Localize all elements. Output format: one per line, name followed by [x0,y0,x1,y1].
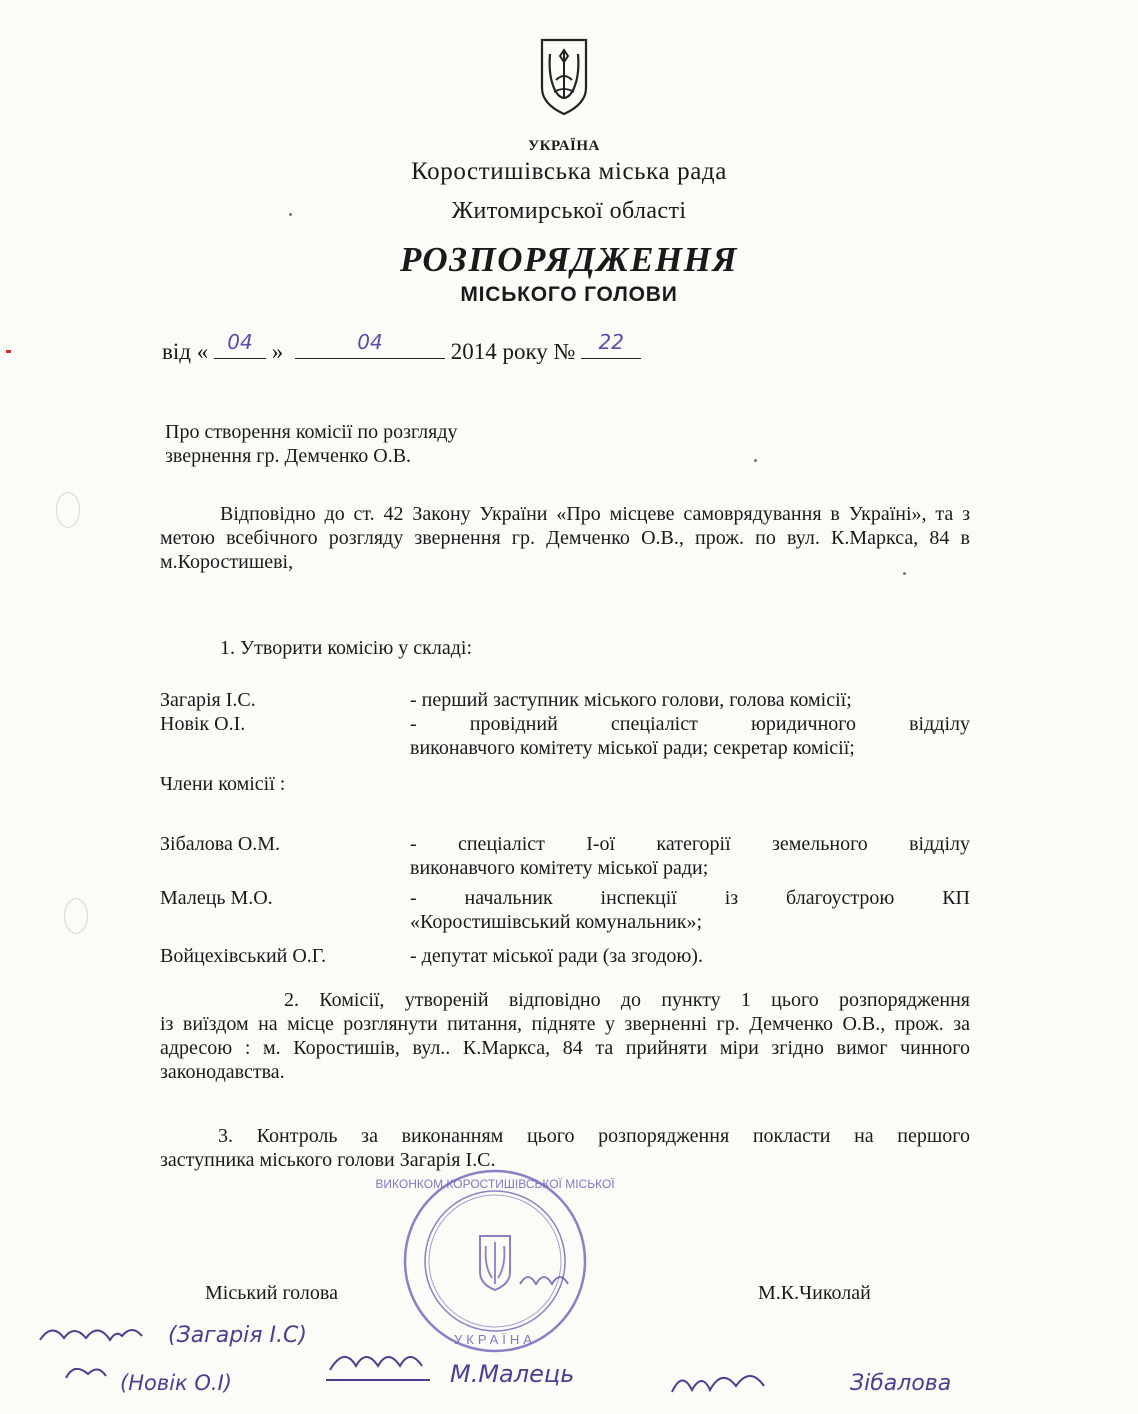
signer-title: Міський голова [205,1282,338,1304]
member-row [160,886,970,910]
number-field [581,332,641,359]
signer-name: М.К.Чиколай [758,1282,871,1304]
handwritten-signature-4: Зібалова [850,1371,952,1396]
commission-secretary-row [160,712,970,736]
date-close-quote: » [271,339,284,364]
handwritten-signatures [0,1300,1000,1414]
members-label-row [160,772,970,796]
handwritten-signature-1: (Загарія І.С) [168,1323,307,1348]
scan-speck [903,572,906,575]
member-row [160,944,970,968]
commission-secretary-row-cont [160,736,970,760]
preamble-paragraph [160,502,970,574]
subject-line-2: звернення гр. Демченко О.В. [165,445,412,467]
commission-head-row [160,688,970,712]
member-role-line-1: - начальник інспекції із благоустрою КП [410,887,970,909]
stamp-outer-text: ВИКОНКОМ КОРОСТИШІВСЬКОЇ МІСЬКОЇ [375,1177,615,1191]
document-type-title: РОЗПОРЯДЖЕННЯ [399,240,738,279]
document-subtitle: МІСЬКОГО ГОЛОВИ [460,283,678,306]
year-text: 2014 року № [450,339,576,364]
member-role-line-1: - депутат міської ради (за згодою). [410,945,703,967]
member-role-line-1: - спеціаліст І-ої категорії земельного відділу [410,833,970,855]
member-row [160,832,970,856]
month-value: 04 [357,330,383,354]
member-name: Войцехівський О.Г. [160,945,327,967]
scan-speck [289,213,292,216]
item-2 [160,988,970,1084]
handwritten-signature-2: (Новік О.І) [120,1371,232,1395]
commission-list [160,688,970,968]
member-name: Новік О.І. [160,713,246,735]
subject-block [165,420,585,468]
scan-speck [6,350,11,353]
member-row-cont [160,856,970,880]
scan-speck [754,459,757,462]
members-label: Члени комісії : [160,773,286,795]
member-name: Загарія І.С. [160,689,256,711]
coat-of-arms-icon [538,36,590,116]
date-number-line [162,332,641,365]
member-role: - перший заступник міського голови, голова комісії; [410,689,852,711]
stamp-bottom-text: УКРАЇНА [454,1332,536,1347]
item-3-first-line: 3. Контроль за виконанням цього розпорядження покласти на першого [218,1125,970,1147]
item-2-text: із виїздом на місце розглянути питання, підняте у зверненні гр. Демченко О.В., прож. за адресою : м. Коростишів, вул.. К.Маркса, 84 та прийняти міри згідно вимог чинного законодавства. [160,1013,970,1083]
date-prefix: від « [162,339,209,364]
punch-hole-mark [56,492,80,528]
preamble-text: Відповідно до ст. 42 Закону України «Про місцеве самоврядування в Україні», та з метою всебічного розгляду звернення гр. Демченко О.В., прож. по вул. К.Маркса, 84 в м.Коростишеві, [160,503,970,573]
member-role-line-1: - провідний спеціаліст юридичного відділу [410,713,970,735]
day-field [214,332,266,359]
item-3 [160,1124,970,1172]
punch-hole-mark [64,898,88,934]
subject-line-1: Про створення комісії по розгляду [165,421,458,443]
member-row-cont [160,910,970,934]
council-name: Коростишівська міська рада [411,158,727,185]
country-heading: УКРАЇНА [528,138,600,154]
member-role-line-2: виконавчого комітету міської ради; [410,857,709,879]
region-name: Житомирської області [451,198,687,224]
day-value: 04 [227,330,253,354]
item-1: 1. Утворити комісію у складі: [220,637,473,659]
member-role-line-2: «Коростишівський комунальник»; [410,911,703,933]
handwritten-signature-3: М.Малець [450,1360,575,1388]
item-2-first-line: 2. Комісії, утвореній відповідно до пункту 1 цього розпорядження [284,989,970,1011]
member-role-line-2: виконавчого комітету міської ради; секретар комісії; [410,737,855,759]
month-field [295,332,445,359]
item-3-text: заступника міського голови Загарія І.С. [160,1149,496,1171]
number-value: 22 [598,330,624,354]
member-name: Малець М.О. [160,887,273,909]
member-name: Зібалова О.М. [160,833,281,855]
